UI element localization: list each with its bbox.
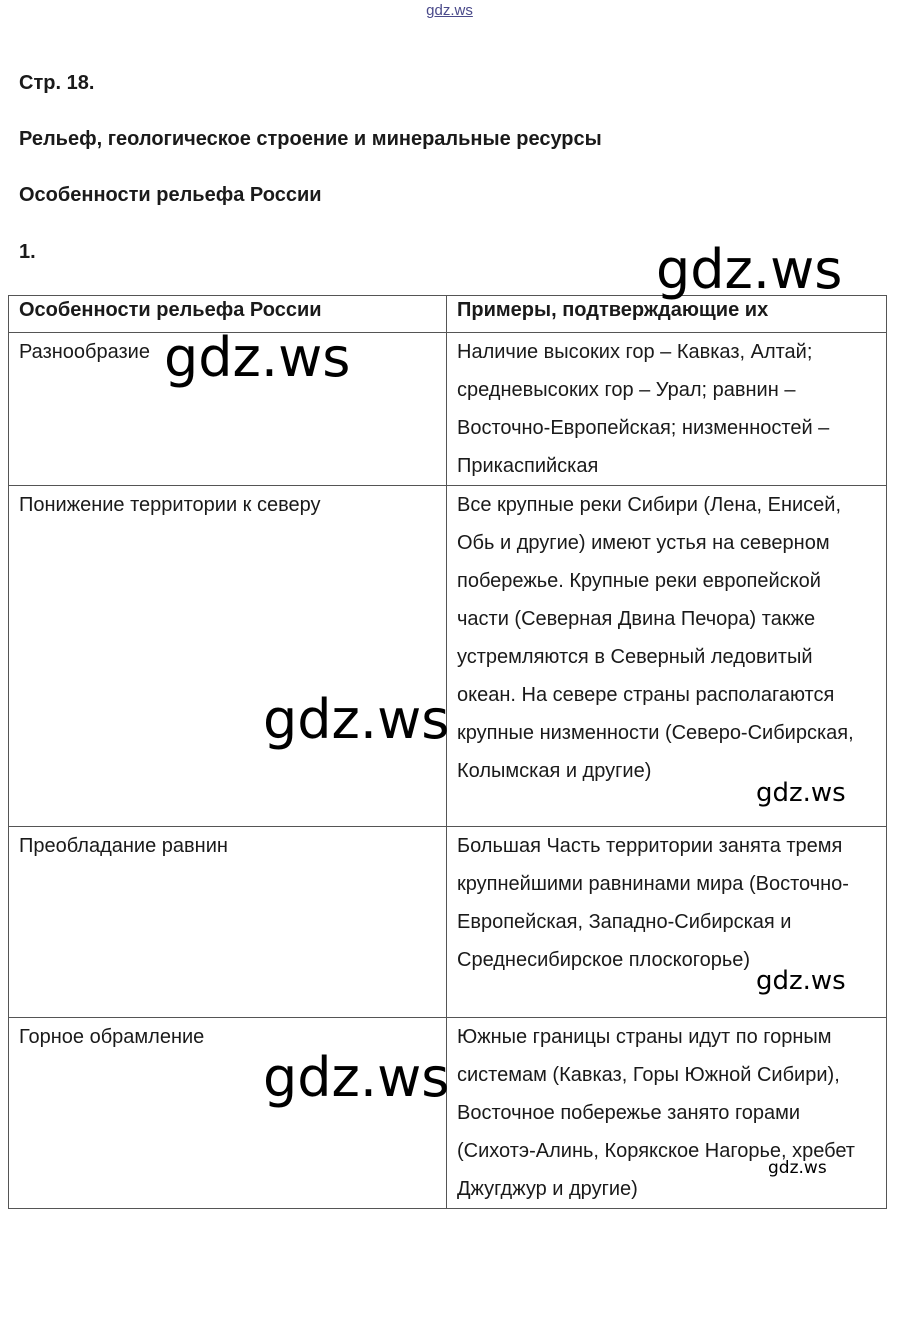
page-number: Стр. 18. (19, 72, 95, 94)
example-cell: Большая Часть территории занята тремя крупнейшими равнинами мира (Восточно-Европейская, Западно-Сибирская и Среднесибирское плоскогорье) (447, 827, 887, 1018)
example-cell: Все крупные реки Сибири (Лена, Енисей, Обь и другие) имеют устья на северном побережье. Крупные реки европейской части (Северная Двина Печора) также устремляются в Северный ледовитый океан. На севере страны располагаются крупные низменности (Северо-Сибирская, Колымская и другие) (447, 486, 887, 827)
header-examples: Примеры, подтверждающие их (447, 296, 887, 333)
watermark: gdz.ws (263, 688, 450, 751)
feature-cell: Горное обрамление (9, 1018, 447, 1209)
watermark: gdz.ws (756, 778, 846, 808)
feature-cell: Разнообразие (9, 333, 447, 486)
subsection-heading: Особенности рельефа России (19, 184, 322, 206)
site-link[interactable]: gdz.ws (426, 2, 473, 19)
table-row (9, 1018, 887, 1209)
watermark: gdz.ws (164, 326, 351, 389)
table-header-row (9, 296, 887, 333)
relief-features-table (8, 295, 887, 1209)
watermark: gdz.ws (263, 1046, 450, 1109)
section-heading: Рельеф, геологическое строение и минеральные ресурсы (19, 128, 602, 150)
feature-cell: Понижение территории к северу (9, 486, 447, 827)
watermark: gdz.ws (768, 1158, 827, 1178)
example-cell: Наличие высоких гор – Кавказ, Алтай; средневысоких гор – Урал; равнин – Восточно-Европейская; низменностей – Прикаспийская (447, 333, 887, 486)
table-row (9, 827, 887, 1018)
watermark: gdz.ws (756, 966, 846, 996)
watermark: gdz.ws (656, 238, 843, 301)
table-row (9, 486, 887, 827)
feature-cell: Преобладание равнин (9, 827, 447, 1018)
example-cell: Южные границы страны идут по горным системам (Кавказ, Горы Южной Сибири), Восточное побережье занято горами (Сихотэ-Алинь, Корякское Нагорье, хребет Джугджур и другие) (447, 1018, 887, 1209)
table-row (9, 333, 887, 486)
header-feature: Особенности рельефа России (9, 296, 447, 333)
task-number: 1. (19, 241, 36, 263)
